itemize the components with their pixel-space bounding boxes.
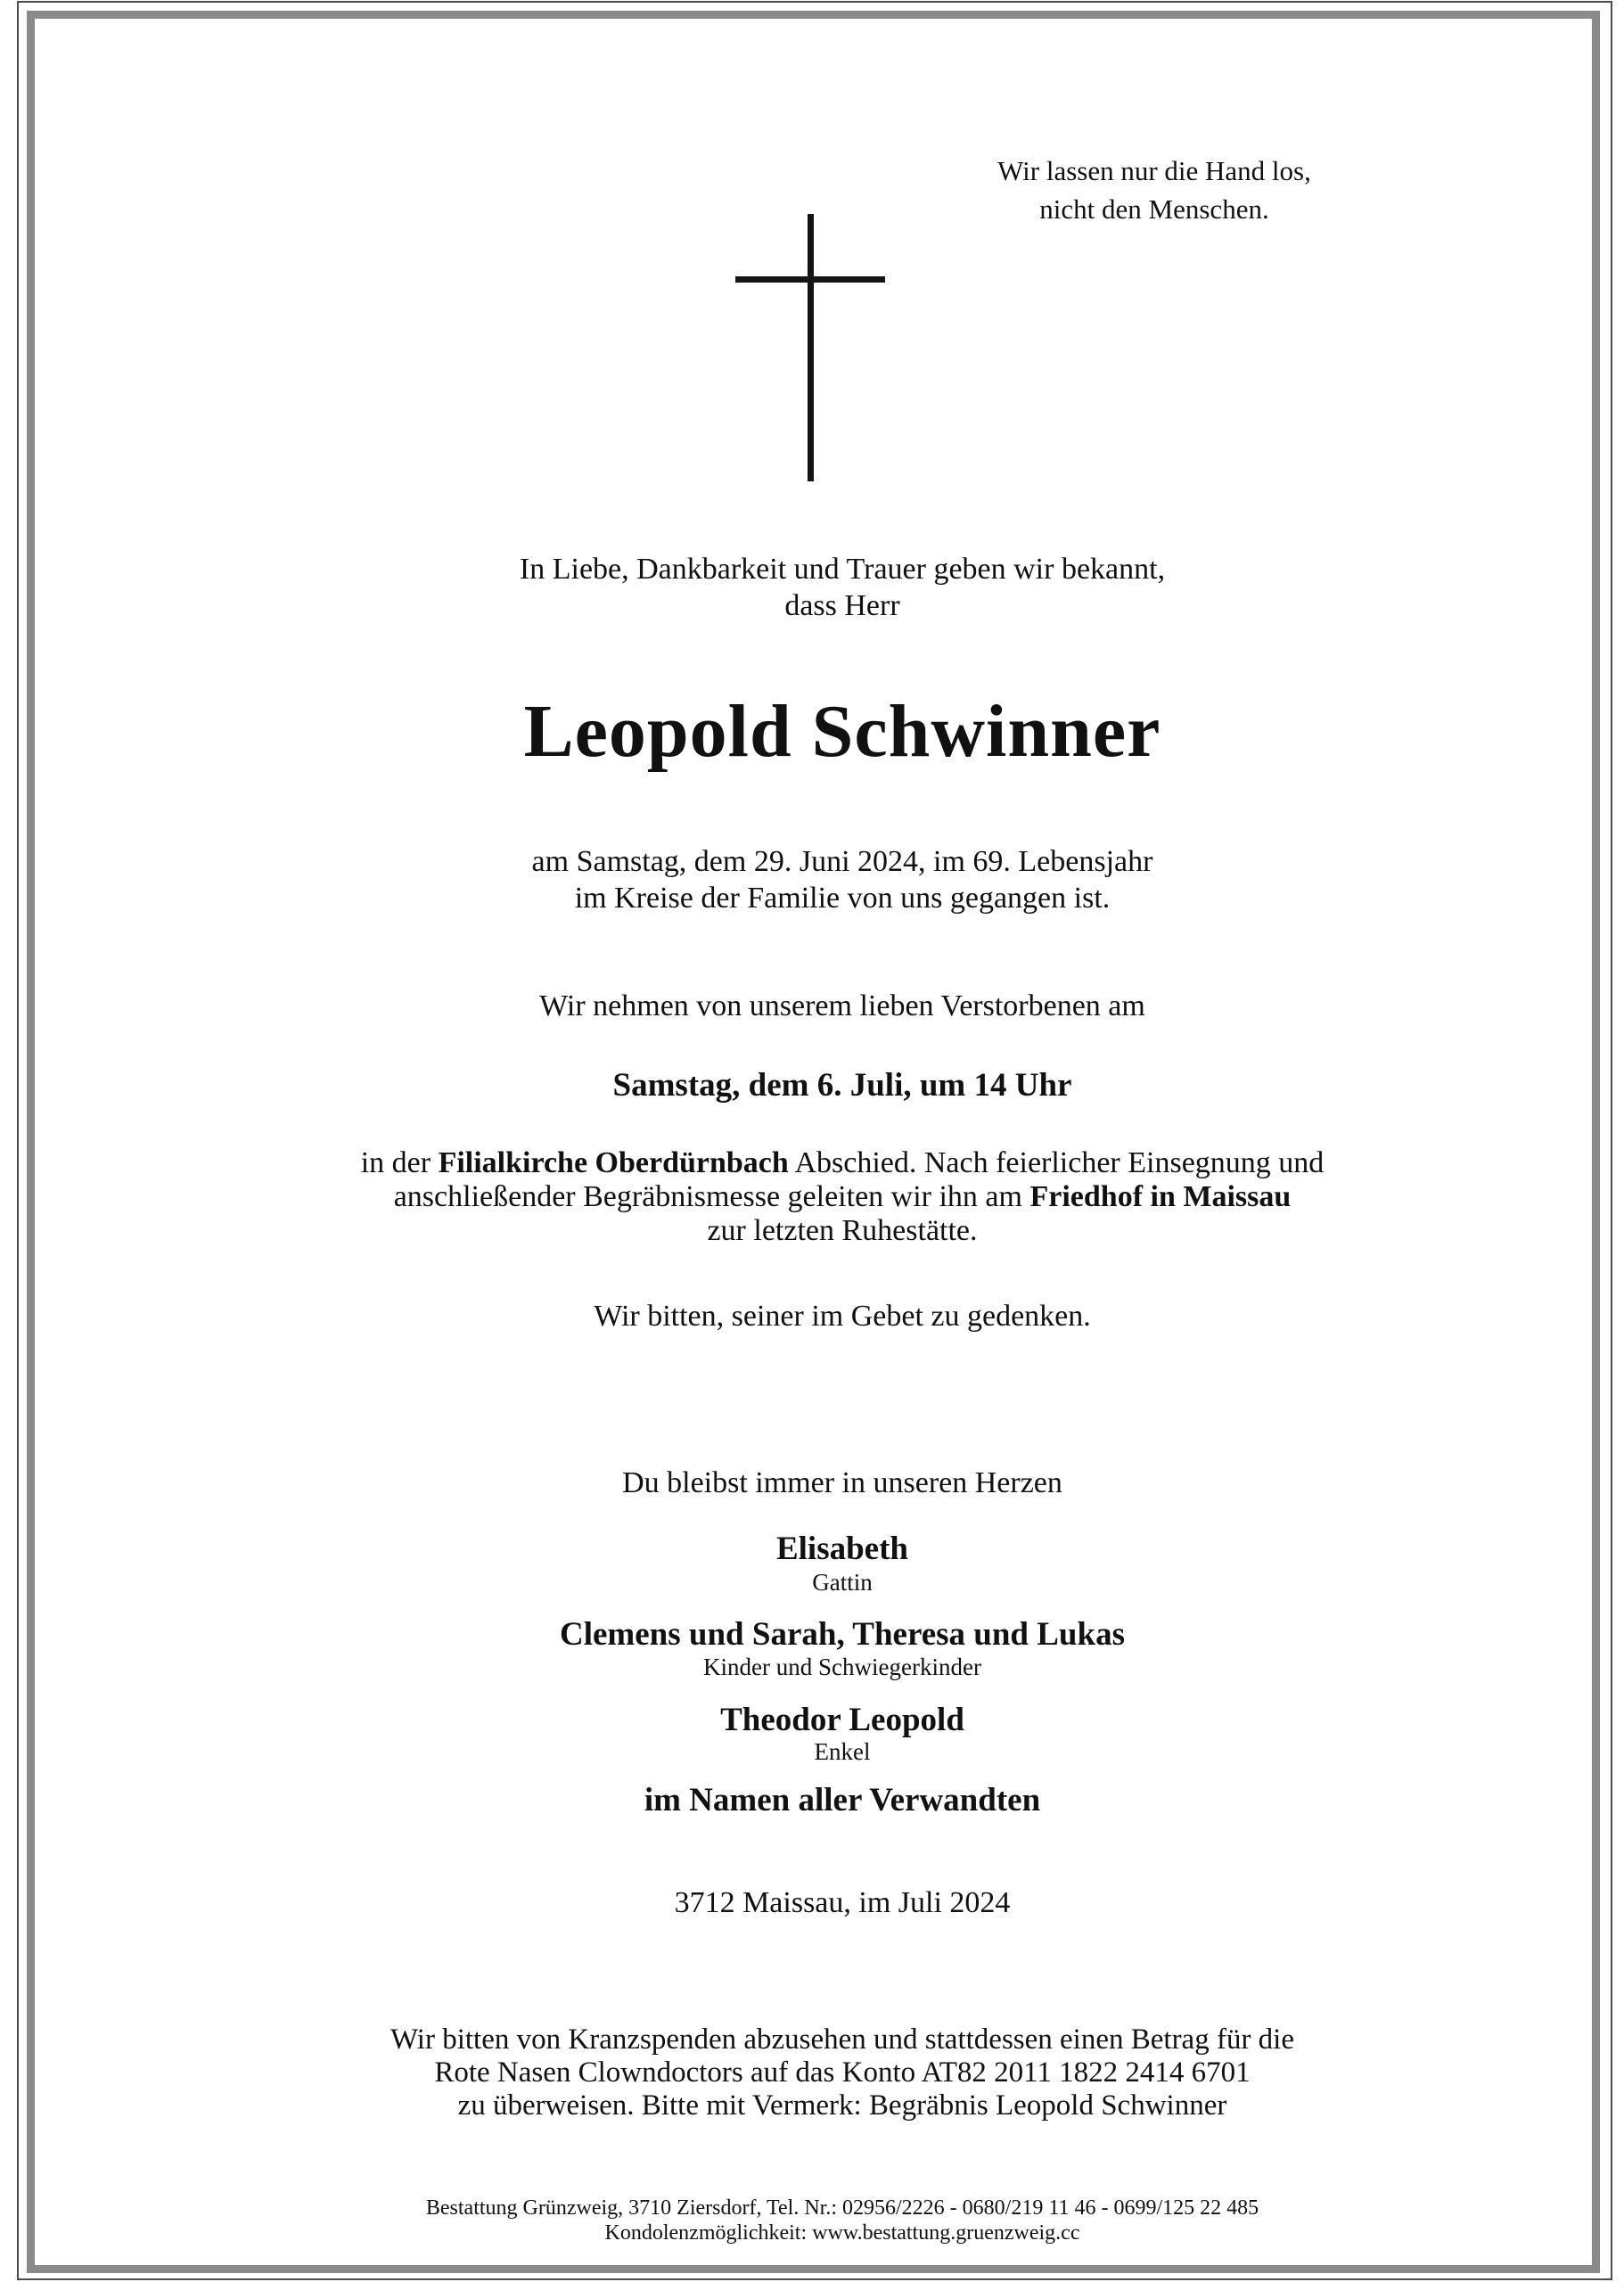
place-and-date: 3712 Maissau, im Juli 2024 <box>674 1886 1011 1919</box>
donation-note-line2: Rote Nasen Clowndoctors auf das Konto AT82 2011 1822 2414 6701 <box>434 2056 1251 2089</box>
deceased-name: Leopold Schwinner <box>523 690 1161 773</box>
donation-note-line1: Wir bitten von Kranzspenden abzusehen und stattdessen einen Betrag für die <box>390 2023 1294 2056</box>
funeral-details <box>62 1146 1622 1248</box>
funeral-home-footer <box>62 2196 1622 2245</box>
cross-horizontal-bar <box>735 276 885 283</box>
prayer-request: Wir bitten, seiner im Gebet zu gedenken. <box>594 1300 1091 1333</box>
mourner-relation-children: Kinder und Schwiegerkinder <box>703 1654 981 1680</box>
in-name-of-relatives: im Namen aller Verwandten <box>644 1782 1041 1818</box>
announcement-intro <box>62 551 1622 624</box>
death-info <box>62 843 1622 916</box>
funeral-datetime: Samstag, dem 6. Juli, um 14 Uhr <box>612 1067 1072 1104</box>
funeral-church-name: Filialkirche Oberdürnbach <box>438 1146 789 1179</box>
funeral-home-contact: Bestattung Grünzweig, 3710 Ziersdorf, Tel. Nr.: 02956/2226 - 0680/219 11 46 - 0699/125 22 485 <box>425 2196 1259 2220</box>
outer-frame-border <box>17 1 1612 2280</box>
condolence-website: Kondolenzmöglichkeit: www.bestattung.gruenzweig.cc <box>604 2221 1080 2245</box>
memorial-quote-line2: nicht den Menschen. <box>1039 193 1269 225</box>
mourner-relation-wife: Gattin <box>812 1569 873 1596</box>
mourner-names-wife: Elisabeth <box>775 1531 909 1567</box>
death-info-line2: im Kreise der Familie von uns gegangen ist. <box>574 882 1111 915</box>
death-info-line1: am Samstag, dem 29. Juni 2024, im 69. Lebensjahr <box>531 845 1153 878</box>
funeral-details-part3: anschließender Begräbnismesse geleiten wir ihn am <box>393 1180 1022 1213</box>
donation-note-line3: zu überweisen. Bitte mit Vermerk: Begräbnis Leopold Schwinner <box>457 2089 1227 2122</box>
funeral-details-part4: zur letzten Ruhestätte. <box>707 1214 978 1247</box>
mourner-names-grandson: Theodor Leopold <box>720 1702 964 1738</box>
announcement-intro-line1: In Liebe, Dankbarkeit und Trauer geben wir bekannt, <box>519 553 1166 586</box>
memorial-quote-line1: Wir lassen nur die Hand los, <box>997 155 1311 186</box>
farewell-intro: Wir nehmen von unserem lieben Verstorbenen am <box>539 989 1145 1022</box>
funeral-details-part2: Abschied. Nach feierlicher Einsegnung und <box>794 1146 1325 1179</box>
cross-vertical-bar <box>808 214 814 481</box>
memorial-quote <box>931 152 1377 228</box>
funeral-cemetery-name: Friedhof in Maissau <box>1029 1180 1292 1213</box>
mourner-relation-grandson: Enkel <box>814 1738 871 1765</box>
donation-note <box>62 2023 1622 2122</box>
announcement-intro-line2: dass Herr <box>784 589 900 622</box>
remembrance-line: Du bleibst immer in unseren Herzen <box>622 1466 1062 1499</box>
funeral-details-part1: in der <box>360 1146 431 1179</box>
mourner-names-children: Clemens und Sarah, Theresa und Lukas <box>559 1616 1125 1653</box>
